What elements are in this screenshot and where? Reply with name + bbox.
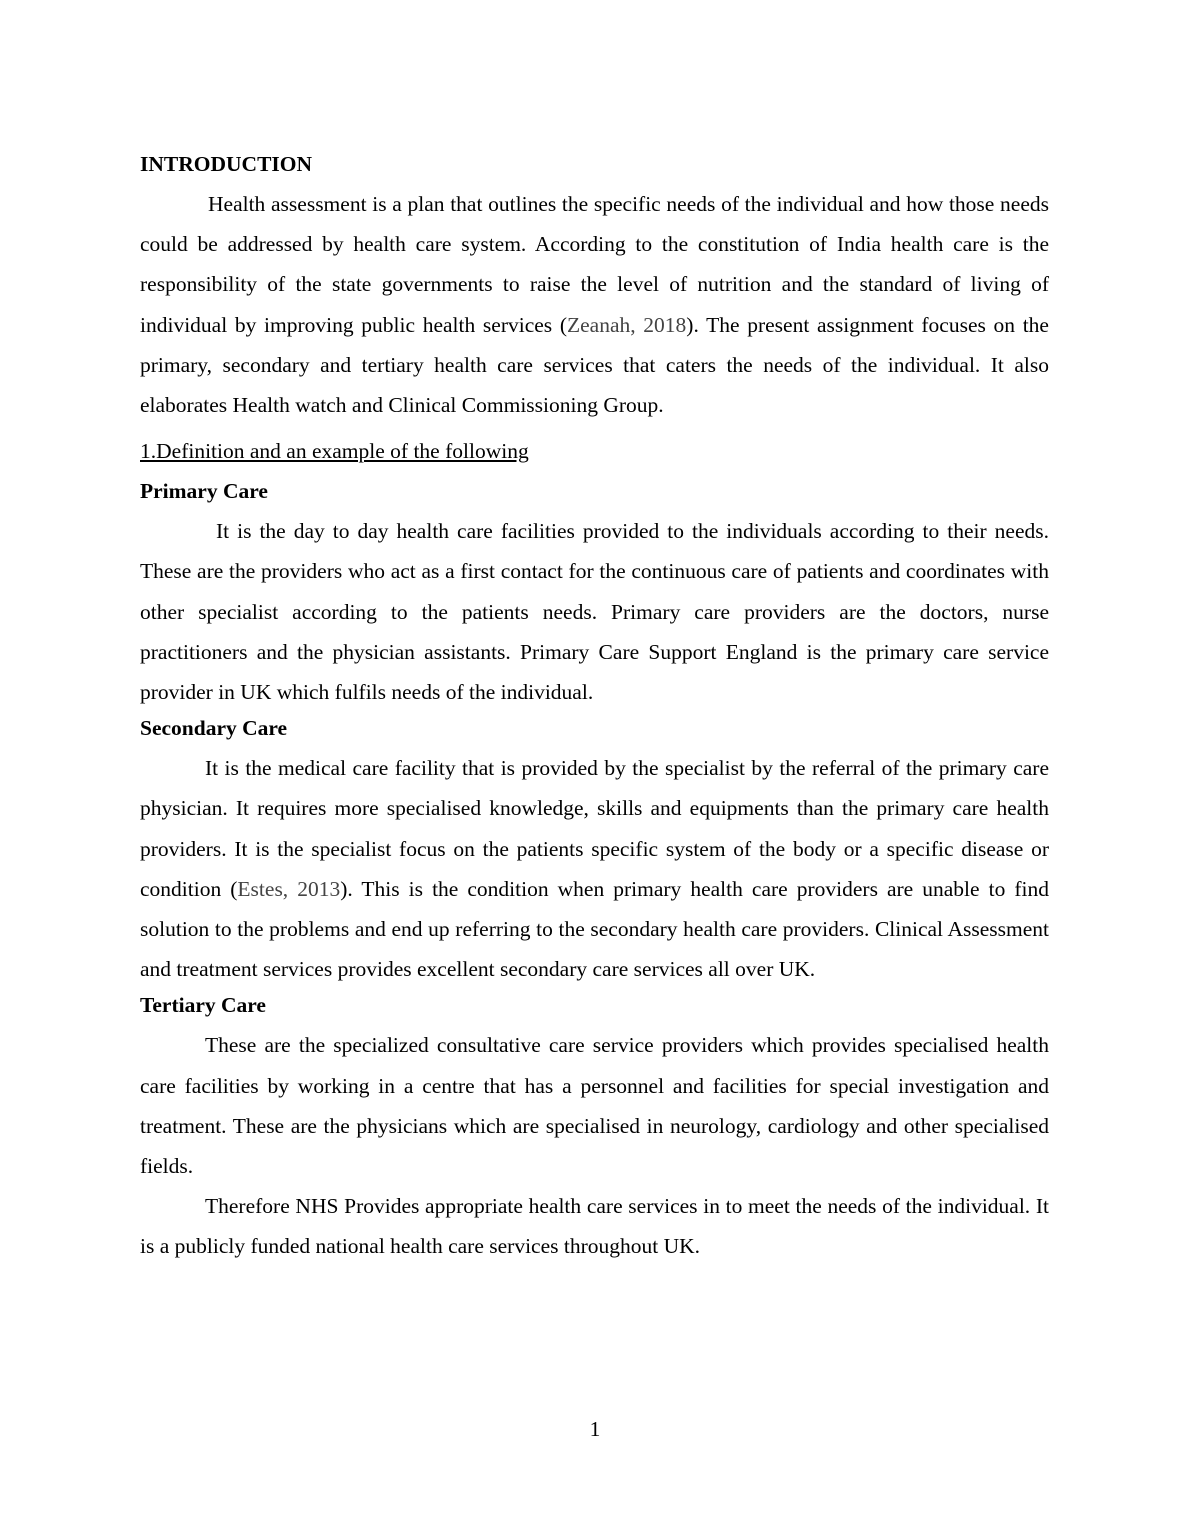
intro-citation: Zeanah, 2018: [566, 312, 687, 337]
tertiary-care-paragraph: These are the specialized consultative care service providers which provides specialised health care facilities by working in a centre that has a personnel and facilities for special investigation and treatment. These are the physicians which are specialised in neurology, cardiology and other specialised fields.: [140, 1033, 1049, 1179]
secondary-care-paragraph: [140, 748, 1049, 989]
document-body: [140, 148, 1049, 1267]
primary-care-heading: Primary Care: [140, 479, 268, 504]
intro-text-part-1: Health assessment is a plan that outlines the specific needs of the individual and how those needs could be addressed by health care system. According to the constitution of India health care is the responsibility of the state governments to raise the level of nutrition and the standard of living of individual by improving public health services (: [140, 192, 1049, 337]
primary-care-paragraph: It is the day to day health care facilities provided to the individuals according to their needs. These are the providers who act as a first contact for the continuous care of patients and coordinates with other specialist according to the patients needs. Primary care providers are the doctors, nurse practitioners and the physician assistants. Primary Care Support England is the primary care service provider in UK which fulfils needs of the individual.: [140, 519, 1049, 705]
tertiary-care-heading: Tertiary Care: [140, 993, 266, 1018]
conclusion-paragraph: Therefore NHS Provides appropriate health care services in to meet the needs of the individual. It is a publicly funded national health care services throughout UK.: [140, 1194, 1049, 1259]
secondary-text-part-2: ). This is the condition when primary health care providers are unable to find solution to the problems and end up referring to the secondary health care providers. Clinical Assessment and treatment services provides excellent secondary care services all over UK.: [140, 876, 1050, 982]
intro-text-part-2: ). The present assignment focuses on the primary, secondary and tertiary health care services that caters the needs of the individual. It also elaborates Health watch and Clinical Commissioning Group.: [140, 312, 1049, 418]
section-title: 1.Definition and an example of the following: [140, 439, 529, 464]
secondary-text-part-1: It is the medical care facility that is provided by the specialist by the referral of the primary care physician. It requires more specialised knowledge, skills and equipments than the primary care health providers. It is the specialist focus on the patients specific system of the body or a specific disease or condition (: [140, 756, 1049, 901]
page-number: 1: [589, 1417, 601, 1441]
secondary-care-heading: Secondary Care: [140, 716, 288, 741]
introduction-heading: INTRODUCTION: [140, 152, 313, 176]
introduction-paragraph: [140, 184, 1049, 425]
secondary-citation: Estes, 2013: [237, 876, 341, 901]
